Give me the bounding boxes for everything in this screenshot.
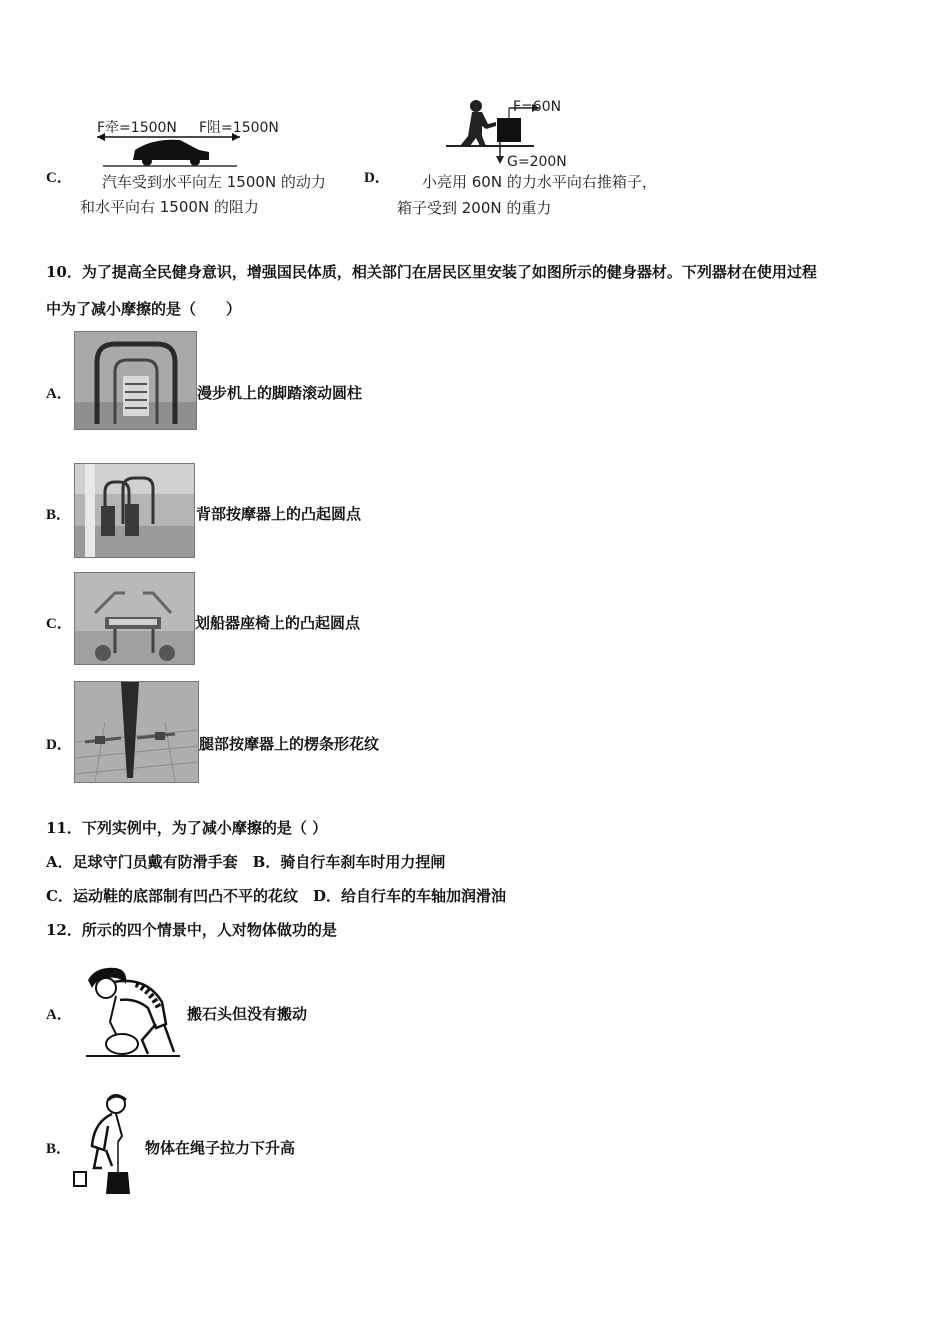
q12-option-a-text: 搬石头但没有搬动 xyxy=(187,1005,308,1023)
q9-option-d-label: D． xyxy=(364,170,390,186)
walking-machine-photo xyxy=(74,331,197,430)
q10-option-c-label: C． xyxy=(46,616,72,632)
q10-option-a-text: 漫步机上的脚踏滚动圆柱 xyxy=(197,384,363,402)
q10-option-a-label: A． xyxy=(46,386,72,402)
car-force-diagram xyxy=(95,132,245,168)
q9-option-c-line2: 和水平向右 1500N 的阻力 xyxy=(80,198,259,216)
lifting-stone-illustration xyxy=(76,962,186,1062)
q10-option-b-label: B． xyxy=(46,507,72,523)
q9-option-c-label: C． xyxy=(46,170,72,186)
leg-massager-photo xyxy=(74,681,199,783)
rowing-machine-photo xyxy=(74,572,195,665)
q10-stem-line1: 10．为了提高全民健身意识，增强国民体质，相关部门在居民区里安装了如图所示的健身器材。下列器材在使用过程 xyxy=(46,263,817,281)
q10-option-b-text: 背部按摩器上的凸起圆点 xyxy=(196,505,362,523)
q11-options-row2: C．运动鞋的底部制有凹凸不平的花纹 D．给自行车的车轴加润滑油 xyxy=(46,887,506,905)
force-label-resistance: F阻=1500N xyxy=(199,120,279,136)
force-label-gravity: G=200N xyxy=(507,154,567,170)
q12-stem: 12．所示的四个情景中，人对物体做功的是 xyxy=(46,921,337,939)
q11-stem: 11．下列实例中，为了减小摩擦的是（ ） xyxy=(46,819,328,837)
q9-option-c-line1: 汽车受到水平向左 1500N 的动力 xyxy=(102,173,326,191)
lifting-bucket-illustration xyxy=(72,1092,142,1200)
q12-option-a-label: A． xyxy=(46,1007,72,1023)
q10-option-d-text: 腿部按摩器上的楞条形花纹 xyxy=(199,735,380,753)
force-label-push: F=60N xyxy=(513,99,562,115)
q12-option-b-text: 物体在绳子拉力下升高 xyxy=(145,1139,296,1157)
q9-option-d-line2: 箱子受到 200N 的重力 xyxy=(397,199,552,217)
q9-option-d-line1: 小亮用 60N 的力水平向右推箱子， xyxy=(422,173,657,191)
q11-options-row1: A．足球守门员戴有防滑手套 B．骑自行车刹车时用力捏闸 xyxy=(46,853,446,871)
q12-option-b-label: B． xyxy=(46,1141,72,1157)
q10-stem-line2: 中为了减小摩擦的是（ ） xyxy=(46,300,242,318)
back-massager-photo xyxy=(74,463,195,558)
force-label-traction: F牵=1500N xyxy=(97,120,177,136)
q10-option-d-label: D． xyxy=(46,737,72,753)
q10-option-c-text: 划船器座椅上的凸起圆点 xyxy=(195,614,361,632)
